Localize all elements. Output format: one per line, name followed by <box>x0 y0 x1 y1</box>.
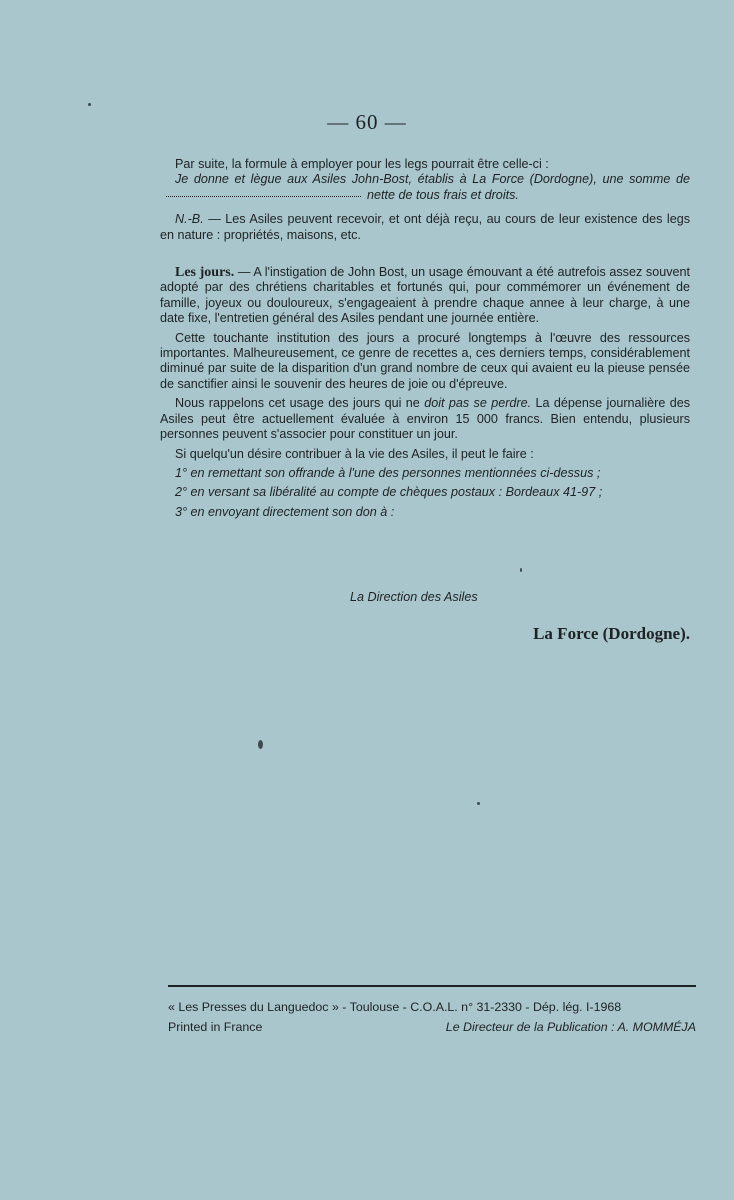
jours-paragraph-4: Si quelqu'un désire contribuer à la vie des Asiles, il peut le faire : <box>175 446 534 461</box>
nb-label: N.-B. <box>175 212 204 227</box>
footer-rule <box>168 985 696 987</box>
page-number: — 60 — <box>327 110 407 134</box>
p3-end: La dépense journalière des Asiles peut être actuellement évaluée à environ 15 000 francs. Bien entendu, plusieurs personnes peuvent s'associer pour constituer un jour. <box>160 396 691 442</box>
jours-paragraph-3 <box>160 396 690 442</box>
p3-start: Nous rappelons cet usage des jours qui ne <box>175 396 420 411</box>
list-item: 3° en envoyant directement son don à : <box>175 504 395 519</box>
formula-start: Je donne et lègue aux Asiles John-Bost, établis à La Force (Dordogne), une <box>175 172 624 187</box>
blank-line <box>166 196 361 197</box>
legs-formula <box>160 172 690 203</box>
legs-intro: Par suite, la formule à employer pour les legs pourrait être celle-ci : <box>175 157 549 171</box>
place-name: La Force (Dordogne). <box>533 624 690 643</box>
formula-somme: somme de <box>629 172 691 187</box>
jours-paragraph-1 <box>160 265 690 327</box>
nb-text: — Les Asiles peuvent recevoir, et ont déjà reçu, au cours de leur existence des legs en nature : propriétés, maisons, etc. <box>160 212 691 242</box>
paper-speck <box>258 740 263 749</box>
signature: La Direction des Asiles <box>350 590 478 604</box>
footer-printed: Printed in France <box>168 1020 263 1034</box>
paper-speck <box>520 568 522 572</box>
footer-credits-line <box>168 1020 696 1034</box>
footer-director: Le Directeur de la Publication : A. MOMMÉJA <box>445 1020 696 1034</box>
footer-publisher-line <box>168 1000 696 1014</box>
paper-speck <box>88 103 91 106</box>
nb-paragraph <box>160 212 690 243</box>
jours-heading: Les jours. <box>175 265 235 281</box>
formula-end: nette de tous frais et droits. <box>367 187 519 202</box>
list-item: 2° en versant sa libéralité au compte de chèques postaux : Bordeaux 41-97 ; <box>175 485 603 500</box>
jours-p1-text: — A l'instigation de John Bost, un usage émouvant a été autrefois assez souvent adopté par des chrétiens charitables et fortunés qui, pour commémorer un événement de famille, joyeux ou douloureux, s'engageaient à prendre chaque annee à leur charge, à une date fixe, l'entretien général des Asiles pendant une journée entière. <box>160 265 691 326</box>
footer-publisher: « Les Presses du Languedoc » - Toulouse - C.O.A.L. n° 31-2330 - Dép. lég. I-1968 <box>168 1000 622 1014</box>
paper-speck <box>477 802 480 805</box>
p3-italic: doit pas se perdre. <box>424 396 532 411</box>
jours-paragraph-2: Cette touchante institution des jours a procuré longtemps à l'œuvre des ressources importantes. Malheureusement, ce genre de recettes a, ces derniers temps, considérablement diminué par suite de la disparition d'un grand nombre de ceux qui avaient eu la pieuse pensée de sanctifier ainsi le souvenir des heures de joie ou d'épreuve. <box>160 330 690 391</box>
main-text <box>160 157 690 520</box>
list-item: 1° en remettant son offrande à l'une des personnes mentionnées ci-dessus ; <box>175 465 601 480</box>
